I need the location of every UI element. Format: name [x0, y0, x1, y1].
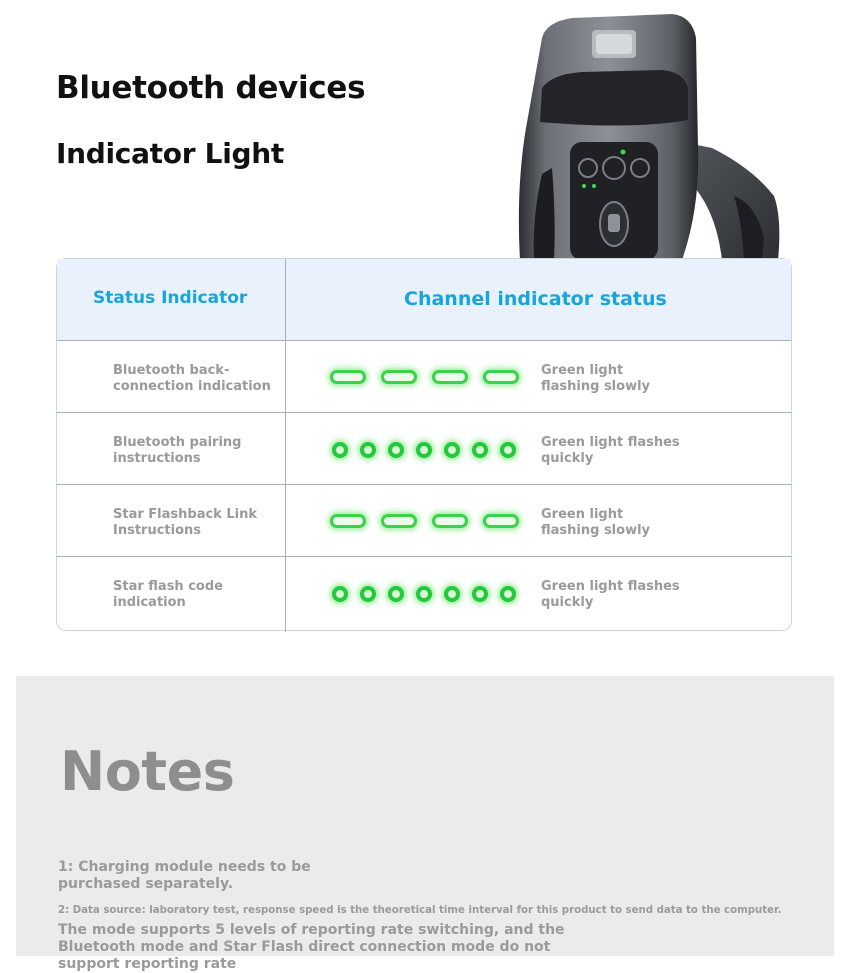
dot-light-icon: [416, 442, 432, 458]
row-label-cell: [57, 413, 286, 484]
dot-light-icon: [332, 442, 348, 458]
dot-light-icon: [500, 586, 516, 602]
notes-title: Notes: [60, 740, 235, 803]
dot-light-icon: [472, 442, 488, 458]
pill-light-icon: [432, 514, 468, 528]
note-item: 1: Charging module needs to be purchased separately.: [58, 859, 311, 892]
dot-light-icon: [388, 442, 404, 458]
header-cell-channel: [286, 259, 791, 341]
header-status-label: Status Indicator: [93, 288, 248, 308]
pill-light-icon: [483, 370, 519, 384]
pill-light-icon: [381, 514, 417, 528]
table-row: [57, 485, 791, 557]
note-item: The mode supports 5 levels of reporting rate switching, and the Bluetooth mode and Star Flash direct connection mode do not support reporting rate: [58, 922, 565, 972]
page-title: Bluetooth devices: [56, 70, 366, 106]
indicator-lights: [286, 557, 536, 632]
note-item: 2: Data source: laboratory test, response speed is the theoretical time interval for this product to send data to the computer.: [58, 905, 782, 916]
dot-light-icon: [360, 586, 376, 602]
notes-panel: [16, 676, 834, 972]
row-label: Star Flashback Link Instructions: [113, 507, 257, 538]
pill-light-icon: [483, 514, 519, 528]
row-label-cell: [57, 341, 286, 412]
indicator-lights: [286, 413, 536, 484]
row-status: Green light flashes quickly: [541, 435, 680, 466]
table-row: [57, 557, 791, 632]
dot-light-icon: [388, 586, 404, 602]
dot-light-icon: [444, 586, 460, 602]
dot-light-icon: [360, 442, 376, 458]
pill-light-icon: [330, 370, 366, 384]
row-label: Star flash code indication: [113, 579, 223, 610]
pill-light-icon: [432, 370, 468, 384]
row-label: Bluetooth back-connection indication: [113, 363, 271, 394]
dot-light-icon: [472, 586, 488, 602]
row-label-cell: [57, 485, 286, 556]
row-label-cell: [57, 557, 286, 632]
row-label: Bluetooth pairing instructions: [113, 435, 242, 466]
dot-light-icon: [500, 442, 516, 458]
indicator-table: [56, 258, 792, 631]
dot-light-icon: [332, 586, 348, 602]
mouse-illustration: [512, 8, 802, 260]
pill-light-icon: [330, 514, 366, 528]
pill-light-icon: [381, 370, 417, 384]
row-status: Green light flashing slowly: [541, 363, 651, 394]
table-row: [57, 341, 791, 413]
row-status: Green light flashes quickly: [541, 579, 680, 610]
table-row: [57, 413, 791, 485]
dot-light-icon: [416, 586, 432, 602]
header-cell-status: [57, 259, 286, 341]
indicator-lights: [286, 341, 536, 412]
row-status: Green light flashing slowly: [541, 507, 651, 538]
dot-light-icon: [444, 442, 460, 458]
header-channel-label: Channel indicator status: [404, 288, 667, 310]
page-subtitle: Indicator Light: [56, 137, 284, 170]
indicator-lights: [286, 485, 536, 556]
